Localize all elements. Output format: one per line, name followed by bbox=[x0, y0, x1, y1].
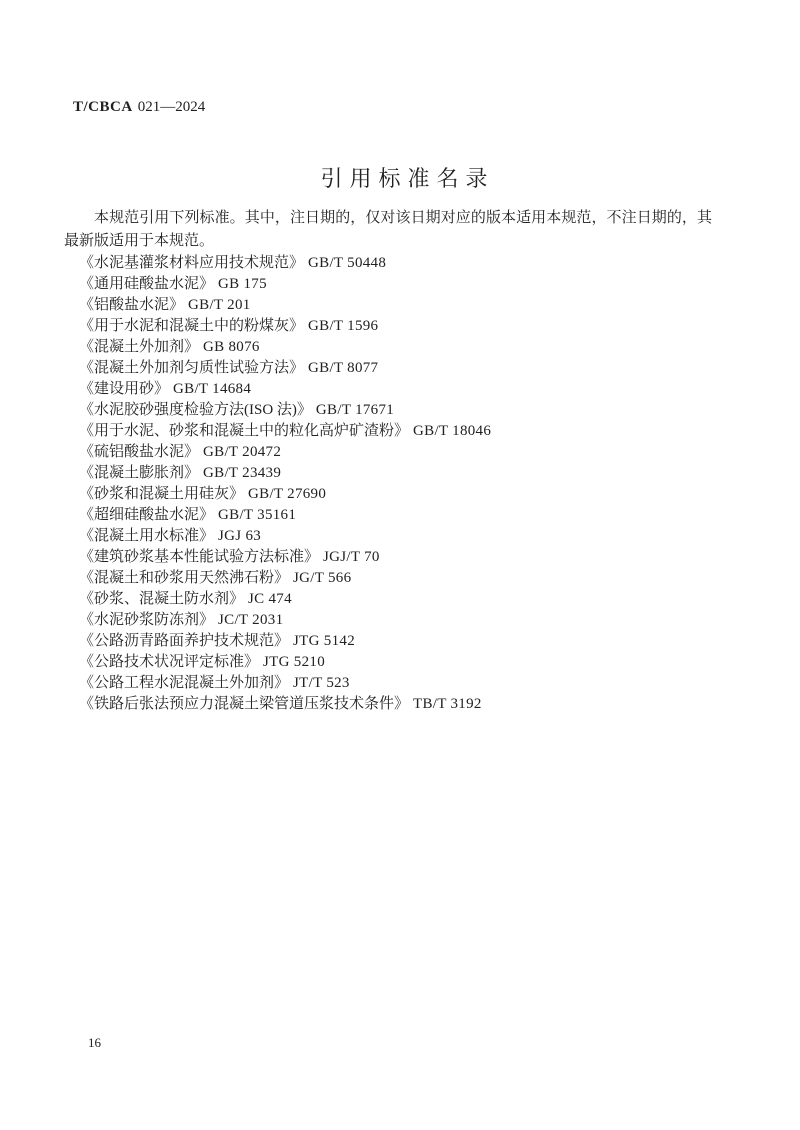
standard-title: 《混凝土和砂浆用天然沸石粉》 bbox=[79, 570, 290, 586]
standard-code: JGJ 63 bbox=[218, 528, 262, 544]
standard-item bbox=[64, 274, 724, 295]
intro-paragraph: 本规范引用下列标准。其中，注日期的，仅对该日期对应的版本适用本规范，不注日期的，其最新版适用于本规范。 bbox=[64, 210, 712, 249]
doc-code-prefix: T/CBCA bbox=[73, 99, 133, 115]
standard-title: 《用于水泥和混凝土中的粉煤灰》 bbox=[79, 318, 305, 334]
standard-title: 《水泥基灌浆材料应用技术规范》 bbox=[79, 255, 305, 271]
standard-title: 《混凝土外加剂匀质性试验方法》 bbox=[79, 360, 305, 376]
standard-code: GB/T 201 bbox=[188, 297, 251, 313]
standard-item bbox=[64, 442, 724, 463]
doc-code bbox=[73, 98, 205, 116]
standard-title: 《硫铝酸盐水泥》 bbox=[79, 444, 200, 460]
standard-item bbox=[64, 568, 724, 589]
standard-title: 《混凝土用水标准》 bbox=[79, 528, 215, 544]
standard-item bbox=[64, 652, 724, 673]
standard-item bbox=[64, 253, 724, 274]
standard-code: JG/T 566 bbox=[293, 570, 352, 586]
standard-item bbox=[64, 379, 724, 400]
standard-title: 《混凝土膨胀剂》 bbox=[79, 465, 200, 481]
standard-title: 《铝酸盐水泥》 bbox=[79, 297, 185, 313]
page-title: 引用标准名录 bbox=[320, 165, 495, 191]
standard-title: 《混凝土外加剂》 bbox=[79, 339, 200, 355]
standard-code: JTG 5142 bbox=[293, 633, 355, 649]
standard-code: GB/T 1596 bbox=[308, 318, 379, 334]
standard-item bbox=[64, 505, 724, 526]
standard-title: 《砂浆、混凝土防水剂》 bbox=[79, 591, 245, 607]
standard-item bbox=[64, 463, 724, 484]
standard-code: JGJ/T 70 bbox=[323, 549, 380, 565]
standard-title: 《公路工程水泥混凝土外加剂》 bbox=[79, 675, 290, 691]
standard-item bbox=[64, 589, 724, 610]
standard-code: GB/T 8077 bbox=[308, 360, 379, 376]
standard-code: TB/T 3192 bbox=[413, 696, 482, 712]
standard-item bbox=[64, 610, 724, 631]
standard-code: GB/T 50448 bbox=[308, 255, 387, 271]
standard-code: JTG 5210 bbox=[263, 654, 325, 670]
standard-code: GB/T 18046 bbox=[413, 423, 492, 439]
standard-item bbox=[64, 694, 724, 715]
standard-item bbox=[64, 631, 724, 652]
standard-title: 《建筑砂浆基本性能试验方法标准》 bbox=[79, 549, 320, 565]
standard-title: 《水泥砂浆防冻剂》 bbox=[79, 612, 215, 628]
standard-item bbox=[64, 295, 724, 316]
standard-title: 《公路技术状况评定标准》 bbox=[79, 654, 260, 670]
standard-code: GB 8076 bbox=[203, 339, 260, 355]
standard-code: GB/T 17671 bbox=[315, 402, 395, 418]
standard-code: GB/T 14684 bbox=[173, 381, 252, 397]
standard-title: 《通用硅酸盐水泥》 bbox=[79, 276, 215, 292]
standard-code: JC/T 2031 bbox=[218, 612, 284, 628]
standard-item bbox=[64, 316, 724, 337]
standard-item bbox=[64, 400, 724, 421]
standard-title: 《建设用砂》 bbox=[79, 381, 170, 397]
standard-code: JC 474 bbox=[248, 591, 292, 607]
standard-item bbox=[64, 421, 724, 442]
standard-title: 《用于水泥、砂浆和混凝土中的粒化高炉矿渣粉》 bbox=[79, 423, 410, 439]
standard-title: 《砂浆和混凝土用硅灰》 bbox=[79, 486, 245, 502]
standard-code: GB/T 23439 bbox=[203, 465, 282, 481]
standard-title: 《水泥胶砂强度检验方法(ISO 法)》 bbox=[79, 402, 312, 418]
standard-code: GB/T 20472 bbox=[203, 444, 282, 460]
standard-title: 《公路沥青路面养护技术规范》 bbox=[79, 633, 290, 649]
standard-title: 《超细硅酸盐水泥》 bbox=[79, 507, 215, 523]
standard-item bbox=[64, 673, 724, 694]
standard-title: 《铁路后张法预应力混凝土梁管道压浆技术条件》 bbox=[79, 696, 410, 712]
standard-item bbox=[64, 337, 724, 358]
standard-item bbox=[64, 358, 724, 379]
doc-code-number: 021—2024 bbox=[137, 99, 206, 115]
standards-list bbox=[64, 253, 724, 715]
standard-code: JT/T 523 bbox=[293, 675, 350, 691]
page-number: 16 bbox=[88, 1035, 101, 1050]
standard-code: GB/T 35161 bbox=[218, 507, 297, 523]
standard-code: GB/T 27690 bbox=[248, 486, 327, 502]
standard-item bbox=[64, 526, 724, 547]
standard-item bbox=[64, 547, 724, 568]
standard-code: GB 175 bbox=[218, 276, 267, 292]
standard-item bbox=[64, 484, 724, 505]
